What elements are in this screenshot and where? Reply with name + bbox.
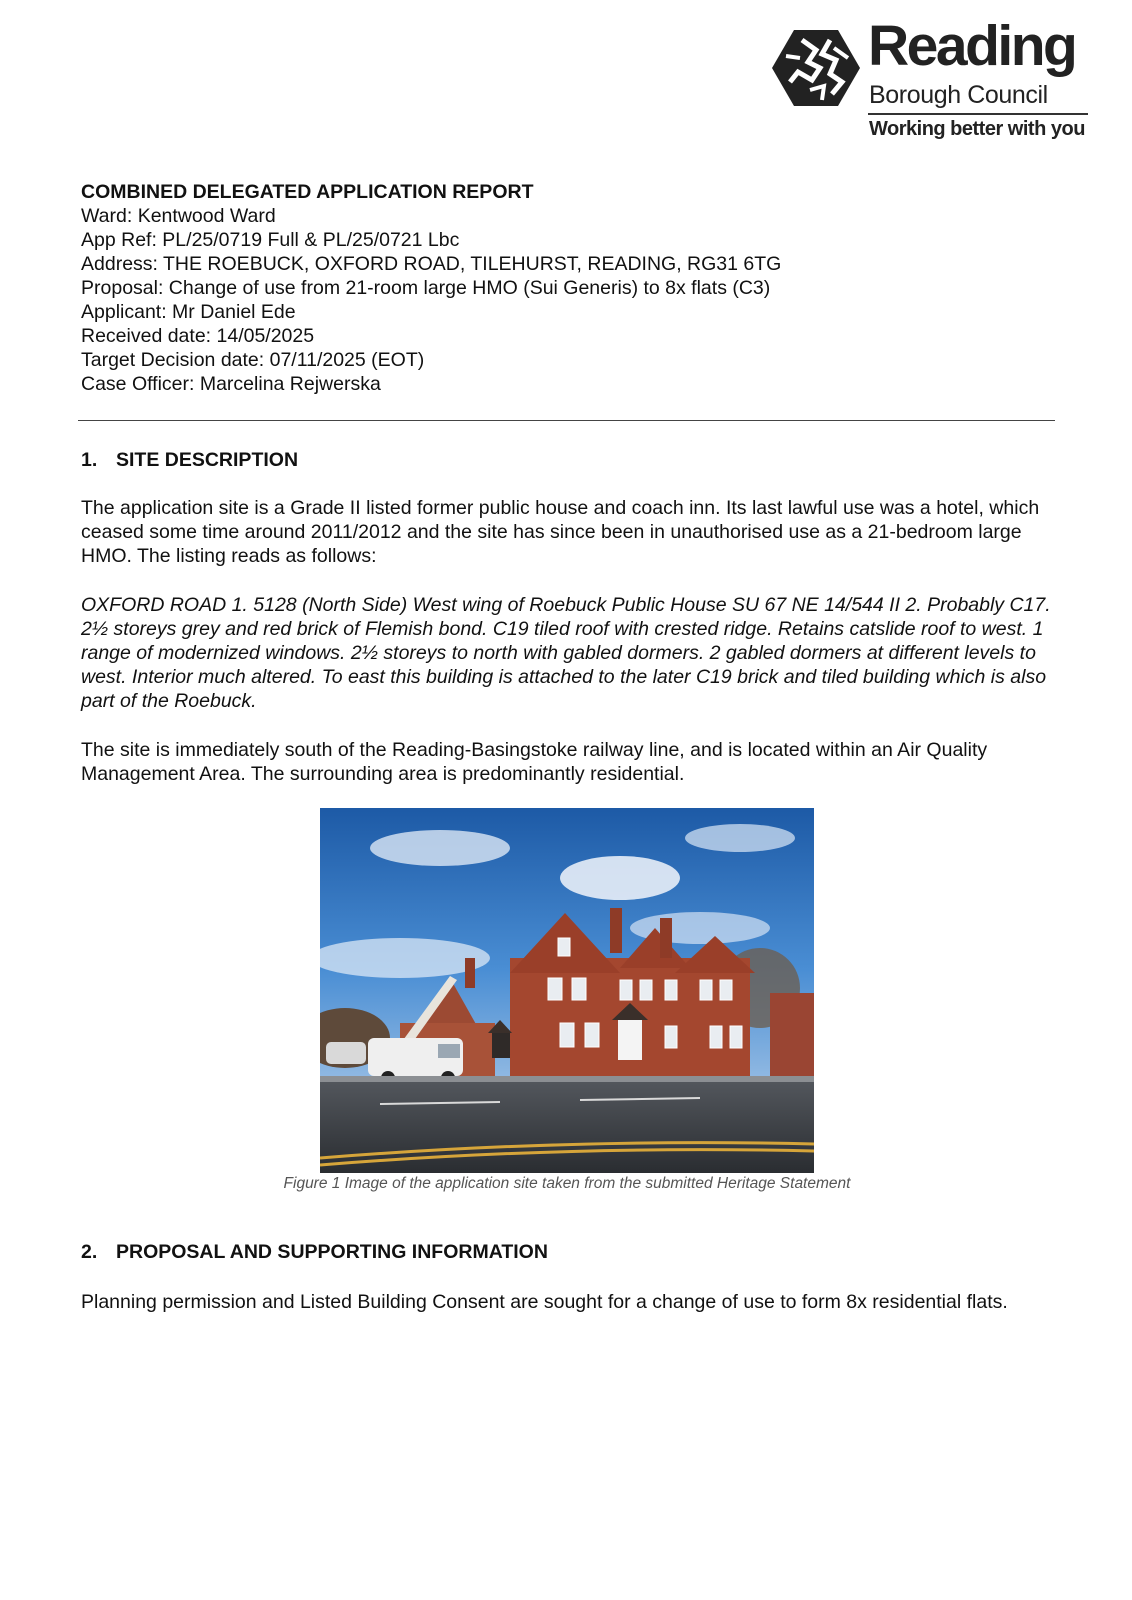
case-officer-line: Case Officer: Marcelina Rejwerska bbox=[81, 373, 381, 395]
address-line: Address: THE ROEBUCK, OXFORD ROAD, TILEHURST, READING, RG31 6TG bbox=[81, 253, 782, 275]
report-header bbox=[81, 180, 1061, 396]
proposal-paragraph: Planning permission and Listed Building Consent are sought for a change of use to form 8x residential flats. bbox=[81, 1291, 1008, 1313]
logo-wordmark: Reading bbox=[868, 14, 1076, 78]
logo-tagline: Working better with you bbox=[869, 118, 1085, 140]
section-number: 1. bbox=[81, 449, 98, 471]
section-heading-proposal bbox=[81, 1240, 548, 1264]
site-photo bbox=[320, 808, 814, 1173]
report-title: COMBINED DELEGATED APPLICATION REPORT bbox=[81, 181, 534, 203]
app-ref-line: App Ref: PL/25/0719 Full & PL/25/0721 Lbc bbox=[81, 229, 460, 251]
logo-subtitle: Borough Council bbox=[869, 81, 1048, 109]
section-title: SITE DESCRIPTION bbox=[116, 449, 299, 471]
figure-caption: Figure 1 Image of the application site taken from the submitted Heritage Statement bbox=[283, 1175, 851, 1192]
target-date-line: Target Decision date: 07/11/2025 (EOT) bbox=[81, 349, 425, 371]
applicant-line: Applicant: Mr Daniel Ede bbox=[81, 301, 296, 323]
logo-divider bbox=[868, 113, 1088, 115]
proposal-line: Proposal: Change of use from 21-room large HMO (Sui Generis) to 8x flats (C3) bbox=[81, 277, 771, 299]
section-number: 2. bbox=[81, 1241, 98, 1263]
section-heading-site-description bbox=[81, 448, 298, 472]
listing-text: OXFORD ROAD 1. 5128 (North Side) West wing of Roebuck Public House SU 67 NE 14/544 II 2. Probably C17. 2½ storeys grey and red brick of Flemish bond. C19 tiled roof with crested ridge. Retains catslide roof to west. 1 range of modernized windows. 2½ storeys to north with gabled dormers. 2 gabled dormers at different levels to west. Interior much altered. To east this building is attached to the later C19 brick and tiled building which is also part of the Roebuck. bbox=[81, 594, 1051, 712]
council-logo bbox=[772, 14, 1090, 144]
council-emblem-icon bbox=[772, 28, 860, 108]
header-divider bbox=[78, 420, 1055, 421]
section-title: PROPOSAL AND SUPPORTING INFORMATION bbox=[116, 1241, 548, 1263]
ward-line: Ward: Kentwood Ward bbox=[81, 205, 276, 227]
received-date-line: Received date: 14/05/2025 bbox=[81, 325, 315, 347]
site-description-paragraph: The application site is a Grade II listed former public house and coach inn. Its last lawful use was a hotel, which ceased some time around 2011/2012 and the site has since been in unauthorised use as a 21-bedroom large HMO. The listing reads as follows: bbox=[81, 497, 1040, 567]
site-context-paragraph: The site is immediately south of the Reading-Basingstoke railway line, and is located within an Air Quality Management Area. The surrounding area is predominantly residential. bbox=[81, 739, 988, 785]
